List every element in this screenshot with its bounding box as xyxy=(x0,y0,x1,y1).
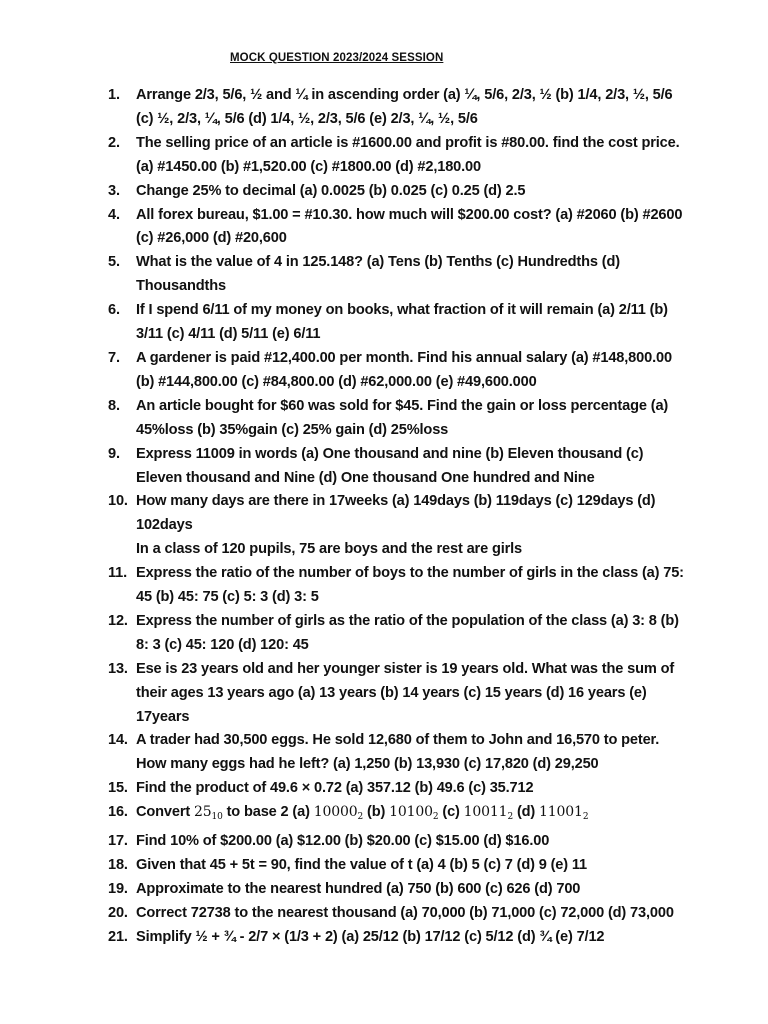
question-text: An article bought for $60 was sold for $45. Find the gain or loss percentage (a) 45%loss (b) 35%gain (c) 25% gain (d) 25%loss xyxy=(136,397,669,438)
question-item xyxy=(108,902,688,926)
question-mid: to base 2 (a) xyxy=(226,804,310,821)
question-text: Find the product of 49.6 × 0.72 (a) 357.12 (b) 49.6 (c) 35.712 xyxy=(136,780,534,797)
option-b-value xyxy=(389,804,439,823)
question-text: Ese is 23 years old and her younger sister is 19 years old. What was the sum of their ages 13 years ago (a) 13 years (b) 14 years (c) 15 years (d) 16 years (e) 17years xyxy=(136,660,675,725)
question-text: Find 10% of $200.00 (a) $12.00 (b) $20.00 (c) $15.00 (d) $16.00 xyxy=(136,833,550,850)
base-subscript: 10 xyxy=(211,812,223,823)
question-item xyxy=(108,347,688,395)
question-item xyxy=(108,180,688,204)
question-number: 15. xyxy=(108,780,128,797)
question-number: 10. xyxy=(108,493,128,510)
question-item xyxy=(108,658,688,730)
question-number: 1. xyxy=(108,87,120,103)
option-a-number: 10000 xyxy=(313,804,358,821)
option-a-subscript: 2 xyxy=(357,812,364,823)
question-number: 4. xyxy=(108,206,120,223)
question-item xyxy=(108,830,688,854)
question-item xyxy=(108,395,688,443)
question-item xyxy=(108,251,688,299)
question-number: 16. xyxy=(108,804,128,821)
option-a-value xyxy=(313,804,364,823)
option-d-label: (d) xyxy=(516,804,536,821)
question-number: 18. xyxy=(108,857,128,873)
question-text: Simplify ½ + ¾ - 2/7 × (1/3 + 2) (a) 25/12 (b) 17/12 (c) 5/12 (d) ¾ (e) 7/12 xyxy=(136,928,605,945)
question-number: 5. xyxy=(108,254,120,271)
question-number: 13. xyxy=(108,660,128,677)
question-number: 6. xyxy=(108,302,120,319)
question-item xyxy=(108,878,688,902)
question-text: A trader had 30,500 eggs. He sold 12,680 of them to John and 16,570 to peter. How many eggs had he left? (a) 1,250 (b) 13,930 (c) 17,820 (d) 29,250 xyxy=(136,732,660,773)
question-item xyxy=(108,777,688,801)
question-text: Change 25% to decimal (a) 0.0025 (b) 0.025 (c) 0.25 (d) 2.5 xyxy=(136,182,526,199)
question-item xyxy=(108,926,688,950)
question-number: 2. xyxy=(108,134,120,151)
question-text: Express the number of girls as the ratio of the population of the class (a) 3: 8 (b) 8: 3 (c) 45: 120 (d) 120: 45 xyxy=(136,612,679,653)
question-item xyxy=(108,204,688,252)
question-number: 8. xyxy=(108,397,120,414)
option-d-number: 11001 xyxy=(539,804,583,821)
question-item xyxy=(108,562,688,610)
base-value: 25 xyxy=(194,804,212,821)
question-number: 12. xyxy=(108,612,128,629)
question-text: Approximate to the nearest hundred (a) 750 (b) 600 (c) 626 (d) 700 xyxy=(136,880,581,897)
question-list xyxy=(108,84,688,950)
question-text: Express 11009 in words (a) One thousand and nine (b) Eleven thousand (c) Eleven thousand and Nine (d) One thousand One hundred and Nine xyxy=(136,445,644,486)
question-text: How many days are there in 17weeks (a) 149days (b) 119days (c) 129days (d) 102days xyxy=(136,493,656,534)
option-c-value xyxy=(463,804,514,823)
question-item xyxy=(108,729,688,777)
option-d-value xyxy=(539,804,589,823)
question-text: All forex bureau, $1.00 = #10.30. how much will $200.00 cost? (a) #2060 (b) #2600 (c) #26,000 (d) #20,600 xyxy=(136,206,683,247)
question-text: If I spend 6/11 of my money on books, what fraction of it will remain (a) 2/11 (b) 3/11 (c) 4/11 (d) 5/11 (e) 6/11 xyxy=(136,302,668,343)
question-text: Given that 45 + 5t = 90, find the value of t (a) 4 (b) 5 (c) 7 (d) 9 (e) 11 xyxy=(136,857,587,873)
question-number: 17. xyxy=(108,833,128,850)
option-c-label: (c) xyxy=(442,804,460,821)
question-item xyxy=(108,490,688,538)
option-b-subscript: 2 xyxy=(432,812,439,823)
question-text: What is the value of 4 in 125.148? (a) Tens (b) Tenths (c) Hundredths (d) Thousandths xyxy=(136,254,620,295)
question-number: 7. xyxy=(108,349,120,366)
question-number: 20. xyxy=(108,904,128,921)
context-note: In a class of 120 pupils, 75 are boys and the rest are girls xyxy=(136,541,523,558)
question-text: The selling price of an article is #1600.00 and profit is #80.00. find the cost price. (a) #1450.00 (b) #1,520.00 (c) #1800.00 (d) #2,180.00 xyxy=(136,134,680,175)
question-prefix: Convert xyxy=(136,804,191,821)
question-number: 14. xyxy=(108,732,128,749)
question-text: Arrange 2/3, 5/6, ½ and ¼ in ascending order (a) ¼, 5/6, 2/3, ½ (b) 1/4, 2/3, ½, 5/6 (c) ½, 2/3, ¼, 5/6 (d) 1/4, ½, 2/3, 5/6 (e) 2/3, ¼, ½, 5/6 xyxy=(136,87,673,127)
option-d-subscript: 2 xyxy=(582,812,589,823)
option-b-number: 10100 xyxy=(389,804,433,821)
question-number: 19. xyxy=(108,880,128,897)
question-item xyxy=(108,854,688,878)
question-item xyxy=(108,132,688,180)
question-text: Express the ratio of the number of boys to the number of girls in the class (a) 75: 45 (b) 45: 75 (c) 5: 3 (d) 3: 5 xyxy=(136,565,684,606)
question-number: 3. xyxy=(108,182,120,199)
question-item xyxy=(108,801,688,830)
question-number: 21. xyxy=(108,928,128,945)
number-with-base xyxy=(194,804,223,823)
question-item xyxy=(108,443,688,491)
question-text: Correct 72738 to the nearest thousand (a) 70,000 (b) 71,000 (c) 72,000 (d) 73,000 xyxy=(136,904,674,921)
question-number: 11. xyxy=(108,565,128,582)
question-number: 9. xyxy=(108,445,120,462)
option-b-label: (b) xyxy=(366,804,386,821)
option-c-subscript: 2 xyxy=(507,812,514,823)
page-title: MOCK QUESTION 2023/2024 SESSION xyxy=(230,52,444,64)
question-item xyxy=(108,610,688,658)
option-c-number: 10011 xyxy=(463,804,508,821)
question-item xyxy=(108,299,688,347)
question-text: A gardener is paid #12,400.00 per month. Find his annual salary (a) #148,800.00 (b) #144,800.00 (c) #84,800.00 (d) #62,000.00 (e) #49,600.000 xyxy=(136,349,672,390)
question-item xyxy=(108,84,688,132)
